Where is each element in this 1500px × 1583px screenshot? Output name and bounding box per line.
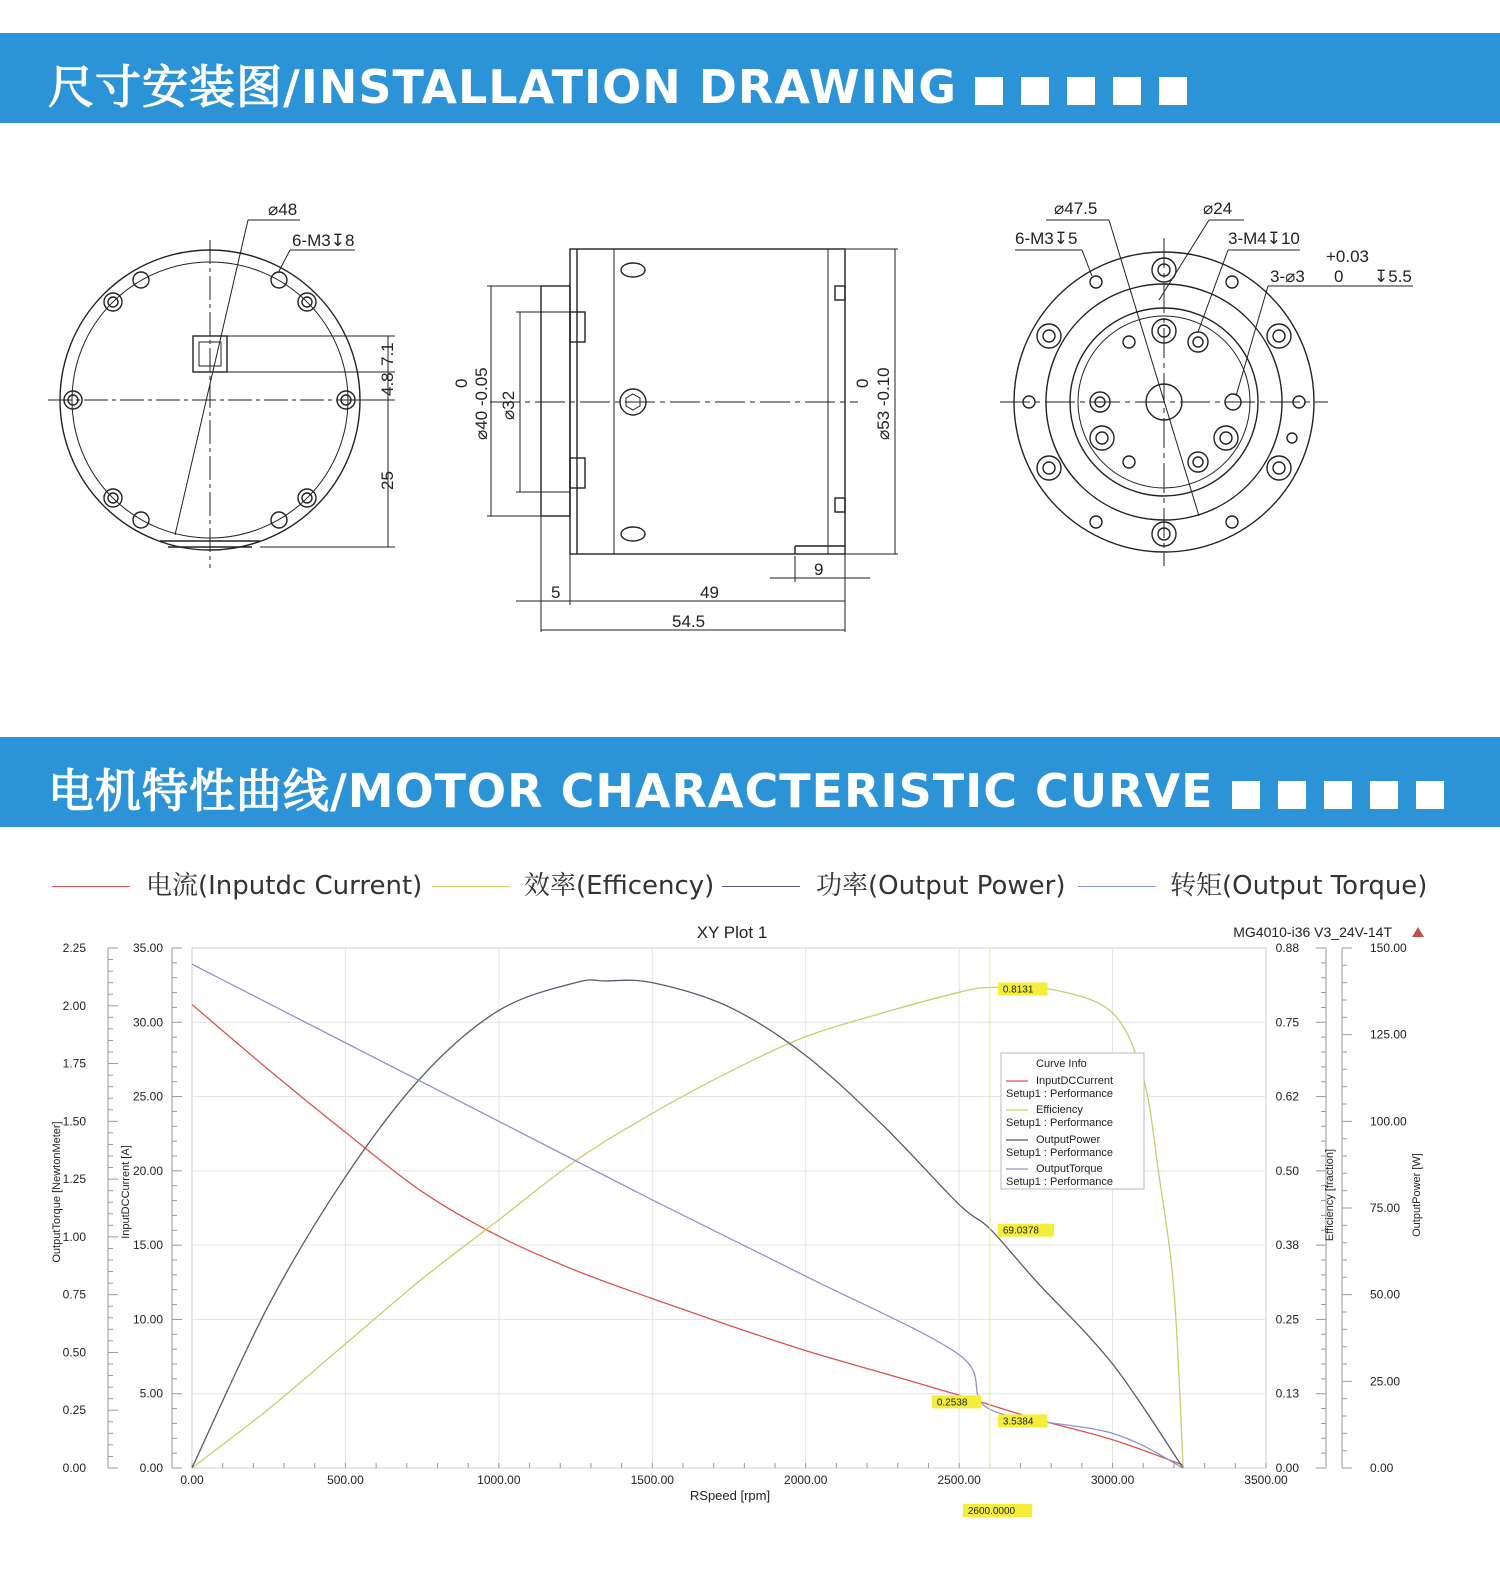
curve-info-title: Curve Info: [1036, 1058, 1087, 1070]
torque-tick-label: 0.25: [62, 1403, 86, 1418]
torque-tick-label: 1.75: [62, 1056, 86, 1071]
marker-current: 3.5384: [1002, 1416, 1034, 1428]
current-axis-label: InputDCCurrent [A]: [120, 1145, 132, 1239]
legend-power-line: [722, 886, 800, 887]
motor-curve-chart: [0, 900, 1500, 1530]
chart-title: XY Plot 1: [696, 923, 768, 942]
current-tick-label: 20.00: [132, 1163, 163, 1178]
square-icon: [1021, 77, 1049, 105]
square-icon: [1370, 781, 1398, 809]
curve-legend: [0, 865, 1500, 905]
square-icon: [975, 77, 1003, 105]
current-tick-label: 15.00: [132, 1238, 163, 1253]
power-tick-label: 125.00: [1370, 1027, 1407, 1042]
step-length-label: 9: [814, 560, 824, 579]
left-dia-label: ⌀48: [268, 200, 298, 219]
curve-info-name: OutputTorque: [1036, 1163, 1103, 1175]
torque-tick-label: 1.50: [62, 1114, 86, 1129]
pin-label: 3-⌀3: [1270, 267, 1305, 286]
curve-info-setup: Setup1 : Performance: [1006, 1088, 1114, 1100]
chart-subtitle: MG4010-i36 V3_24V-14T: [1233, 924, 1392, 940]
torque-tick-label: 1.00: [62, 1229, 86, 1244]
curve-title: 电机特性曲线/MOTOR CHARACTERISTIC CURVE: [48, 764, 1214, 818]
left-dim-1: 7.1: [378, 342, 397, 366]
current-tick-label: 25.00: [132, 1089, 163, 1104]
installation-banner: [0, 33, 1500, 123]
installation-drawing: [0, 130, 1500, 690]
body-length-label: 49: [700, 583, 719, 602]
efficiency-tick-label: 0.00: [1275, 1461, 1299, 1475]
plot-frame: [192, 948, 1266, 1468]
square-icon: [1278, 781, 1306, 809]
square-icon: [1067, 77, 1095, 105]
efficiency-tick-label: 0.75: [1275, 1015, 1299, 1030]
torque-tick-label: 0.00: [62, 1461, 86, 1475]
outer-tol-label: ⌀53 -0.10: [874, 367, 893, 440]
right-view: [1000, 220, 1413, 566]
flange-length-label: 5: [551, 583, 561, 602]
curve-info-setup: Setup1 : Performance: [1006, 1117, 1114, 1129]
installation-title: 尺寸安装图/INSTALLATION DRAWING: [48, 60, 957, 114]
power-axis-label: OutputPower [W]: [1411, 1153, 1423, 1237]
curve-info-box: [1001, 1053, 1144, 1189]
marker-x: 2600.0000: [967, 1506, 1016, 1517]
current-tick-label: 10.00: [132, 1312, 163, 1327]
efficiency-tick-label: 0.62: [1275, 1089, 1299, 1104]
marker-torque: 0.2538: [936, 1397, 968, 1409]
torque-tick-label: 0.50: [62, 1345, 86, 1360]
curve-info-setup: Setup1 : Performance: [1006, 1176, 1114, 1188]
right-outer-dia-label: ⌀47.5: [1054, 199, 1098, 218]
pin-depth-label: ↧5.5: [1374, 267, 1412, 286]
legend-current-line: [52, 886, 130, 887]
square-icon: [1113, 77, 1141, 105]
torque-tick-label: 2.00: [62, 998, 86, 1013]
square-icon: [1324, 781, 1352, 809]
power-tick-label: 100.00: [1370, 1114, 1407, 1129]
left-holes-label: 6-M3↧8: [292, 231, 355, 250]
square-icon: [1232, 781, 1260, 809]
series-outputtorque: [192, 964, 1183, 1468]
square-icon: [1159, 77, 1187, 105]
x-tick-label: 1500.00: [630, 1473, 674, 1487]
efficiency-tick-label: 0.50: [1275, 1163, 1299, 1178]
x-tick-label: 2500.00: [937, 1473, 981, 1487]
curve-info-setup: Setup1 : Performance: [1006, 1147, 1114, 1159]
bore-tol-upper: 0: [452, 378, 471, 388]
left-dim-3: 25: [378, 471, 397, 490]
marker-power: 69.0378: [1002, 1225, 1039, 1237]
efficiency-axis-label: Efficiency [fraction]: [1324, 1148, 1336, 1242]
outer-tol-upper: 0: [853, 378, 872, 388]
efficiency-tick-label: 0.13: [1275, 1386, 1299, 1401]
current-tick-label: 35.00: [132, 941, 163, 955]
curve-info-name: OutputPower: [1036, 1134, 1101, 1146]
power-tick-label: 150.00: [1370, 941, 1407, 955]
side-view: [487, 249, 898, 632]
x-tick-label: 3500.00: [1244, 1473, 1288, 1487]
pin-tol-lower: 0: [1334, 267, 1344, 286]
efficiency-tick-label: 0.38: [1275, 1238, 1299, 1253]
legend-torque: 转矩(Output Torque): [1170, 871, 1428, 901]
power-tick-label: 50.00: [1370, 1287, 1401, 1302]
right-holes-a-label: 6-M3↧5: [1015, 229, 1078, 248]
x-tick-label: 3000.00: [1090, 1473, 1135, 1487]
torque-axis-label: OutputTorque [NewtonMeter]: [51, 1121, 63, 1263]
inner-dia-label: ⌀32: [499, 390, 518, 420]
current-tick-label: 30.00: [132, 1015, 163, 1030]
x-tick-label: 0.00: [180, 1473, 204, 1487]
power-tick-label: 75.00: [1370, 1201, 1401, 1215]
warning-triangle-icon: [1412, 927, 1424, 937]
torque-tick-label: 1.25: [62, 1172, 86, 1187]
x-tick-label: 2000.00: [784, 1473, 828, 1487]
efficiency-tick-label: 0.25: [1275, 1312, 1299, 1327]
x-tick-label: 1000.00: [477, 1473, 521, 1487]
curve-info-name: InputDCCurrent: [1036, 1075, 1114, 1087]
torque-tick-label: 2.25: [62, 941, 86, 955]
bore-tol-label: ⌀40 -0.05: [472, 367, 491, 440]
pin-tol-upper: +0.03: [1326, 247, 1370, 266]
legend-efficiency: 效率(Efficency): [524, 871, 715, 901]
curve-info-name: Efficiency: [1036, 1104, 1083, 1116]
legend-current: 电流(Inputdc Current): [146, 871, 423, 901]
curve-banner: [0, 737, 1500, 827]
power-tick-label: 25.00: [1370, 1374, 1401, 1389]
legend-power: 功率(Output Power): [816, 871, 1066, 901]
left-view: [48, 220, 395, 568]
torque-tick-label: 0.75: [62, 1287, 86, 1302]
current-tick-label: 0.00: [139, 1461, 163, 1475]
efficiency-tick-label: 0.88: [1275, 941, 1299, 955]
square-icon: [1416, 781, 1444, 809]
right-holes-b-label: 3-M4↧10: [1228, 229, 1300, 248]
legend-efficiency-line: [432, 886, 510, 887]
power-tick-label: 0.00: [1370, 1461, 1394, 1475]
x-axis-label: RSpeed [rpm]: [689, 1488, 771, 1503]
legend-torque-line: [1078, 886, 1156, 887]
marker-efficiency: 0.8131: [1002, 984, 1034, 996]
current-tick-label: 5.00: [139, 1386, 163, 1401]
total-length-label: 54.5: [672, 612, 706, 631]
x-tick-label: 500.00: [327, 1473, 364, 1487]
right-inner-dia-label: ⌀24: [1203, 199, 1233, 218]
left-dim-2: 4.8: [378, 372, 397, 396]
